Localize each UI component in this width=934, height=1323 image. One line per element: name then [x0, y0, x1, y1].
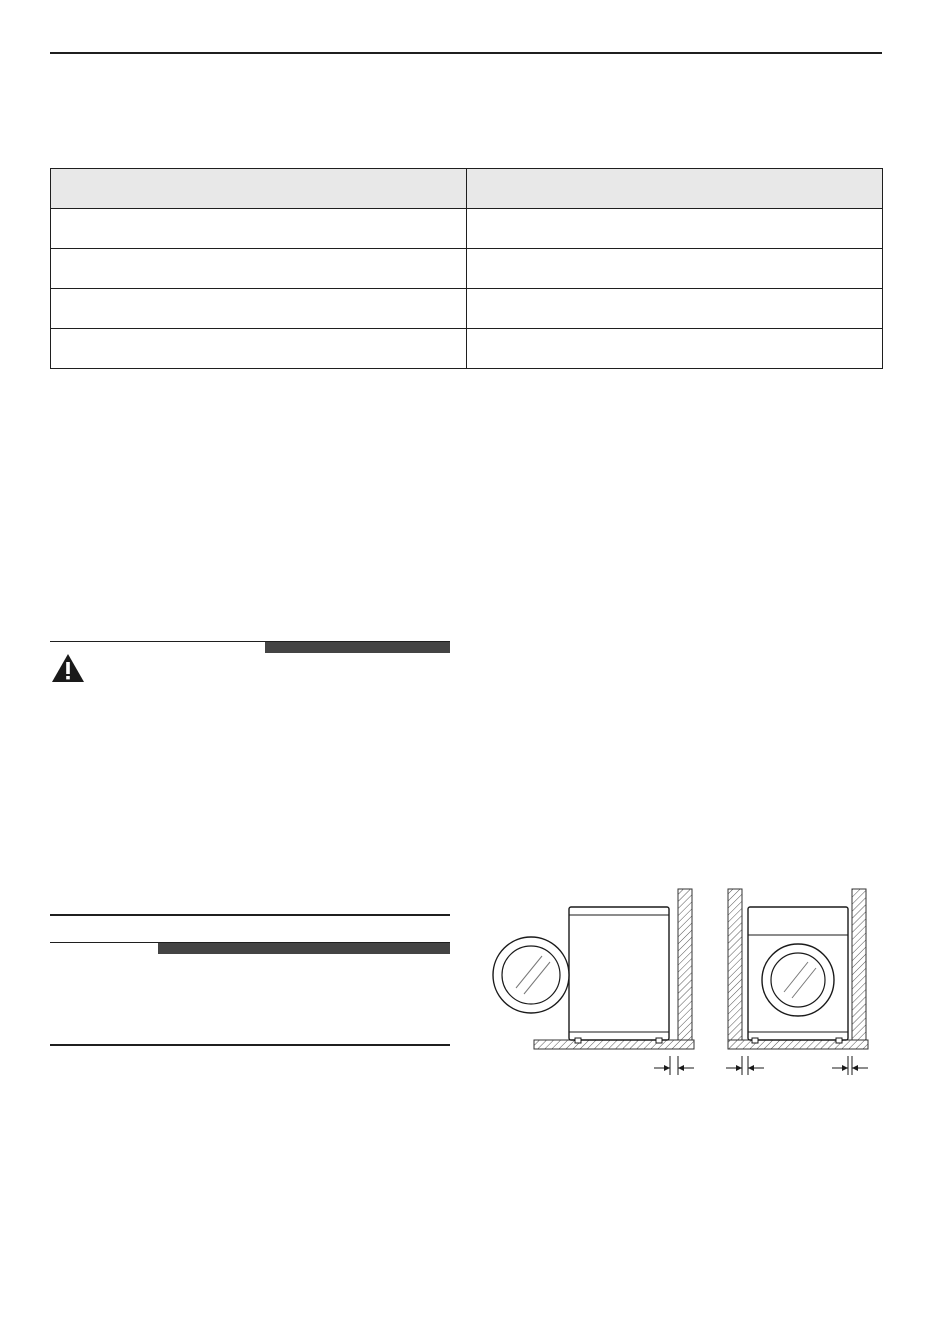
note-title-bar: [158, 943, 450, 954]
table-row: [51, 249, 883, 289]
table-header-row: [51, 169, 883, 209]
clearance-arrow-icon: [832, 1056, 868, 1075]
header-rule: [50, 52, 882, 54]
table-row: [51, 209, 883, 249]
table-cell: [467, 289, 883, 329]
table-cell: [467, 209, 883, 249]
table-cell: [467, 329, 883, 369]
dryer-front-view: [726, 889, 868, 1075]
table-header-cell: [51, 169, 467, 209]
warning-triangle-icon: [50, 652, 86, 684]
installation-clearance-diagram: [480, 880, 880, 1080]
table-header-cell: [467, 169, 883, 209]
note-bottom-rule: [50, 1044, 450, 1046]
table-cell: [51, 329, 467, 369]
warning-bottom-rule: [50, 914, 450, 916]
table-cell: [51, 249, 467, 289]
table-cell: [467, 249, 883, 289]
dryer-side-view: [493, 889, 694, 1075]
spec-table: [50, 168, 883, 369]
warning-title-bar: [265, 642, 450, 653]
table-cell: [51, 209, 467, 249]
table-row: [51, 329, 883, 369]
table-row: [51, 289, 883, 329]
table-cell: [51, 289, 467, 329]
clearance-arrow-icon: [726, 1056, 764, 1075]
clearance-arrow-icon: [654, 1056, 694, 1075]
